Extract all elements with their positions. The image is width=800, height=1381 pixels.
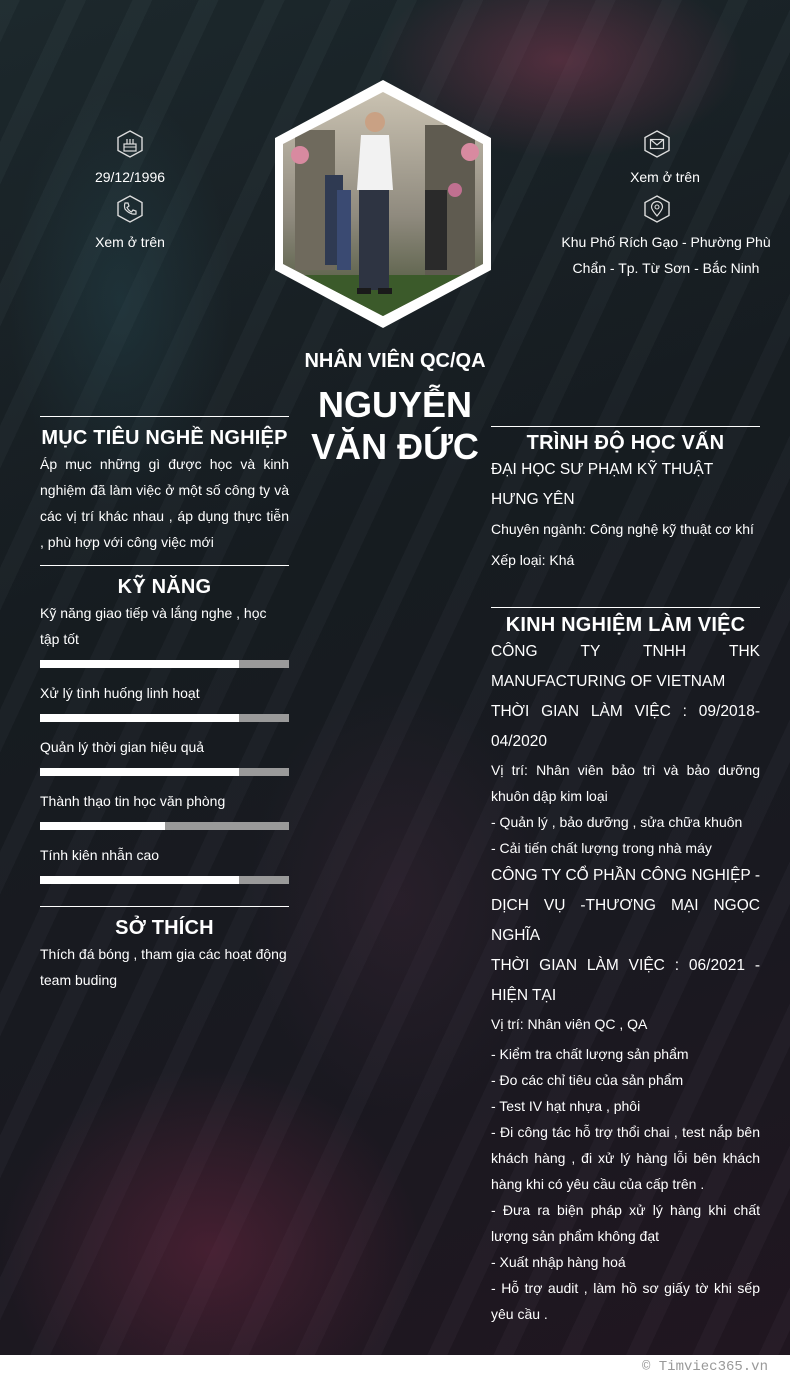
skill-bar bbox=[40, 660, 289, 668]
birthday-cake-icon bbox=[116, 130, 144, 158]
skill-label: Quản lý thời gian hiệu quả bbox=[40, 739, 205, 755]
job-task: - Kiểm tra chất lượng sản phẩm bbox=[491, 1046, 689, 1062]
skill-label: Tính kiên nhẫn cao bbox=[40, 847, 160, 863]
skill-bar bbox=[40, 822, 289, 830]
skills-title: KỸ NĂNG bbox=[117, 576, 212, 598]
job-task: - Cải tiến chất lượng trong nhà máy bbox=[491, 840, 712, 856]
skill-bar-fill bbox=[40, 660, 239, 668]
education-grade: Xếp loại: Khá bbox=[491, 552, 575, 568]
email-value: Xem ở trên bbox=[630, 169, 700, 185]
skill-bar-fill bbox=[40, 822, 165, 830]
job-position: NHÂN VIÊN QC/QA bbox=[304, 350, 486, 372]
job-task: - Test IV hạt nhựa , phôi bbox=[491, 1098, 641, 1114]
skill-bar bbox=[40, 768, 289, 776]
skill-label: Xử lý tình huống linh hoạt bbox=[40, 685, 200, 701]
skill-bar-fill bbox=[40, 768, 239, 776]
skill-bar-fill bbox=[40, 876, 239, 884]
envelope-icon bbox=[643, 130, 671, 158]
full-name bbox=[290, 384, 500, 468]
job-task: - Đưa ra biện pháp xử lý hàng khi chất lượng sản phẩm không đạt bbox=[491, 1202, 760, 1244]
hobbies-text: Thích đá bóng , tham gia các hoạt động team buding bbox=[40, 946, 287, 988]
date-of-birth: 29/12/1996 bbox=[94, 169, 166, 185]
full-name-line-1: NGUYỄN bbox=[317, 384, 473, 425]
skills-divider bbox=[40, 565, 289, 566]
experience-list bbox=[491, 637, 760, 1327]
experience-divider bbox=[491, 607, 760, 608]
job-task: - Đi công tác hỗ trợ thổi chai , test nắp bên khách hàng , đi xử lý hàng lỗi bên khách hàng khi có yêu cầu của cấp trên . bbox=[491, 1124, 760, 1192]
hobbies-divider bbox=[40, 906, 289, 907]
job-task: - Hỗ trợ audit , làm hồ sơ giấy tờ khi sếp yêu cầu . bbox=[491, 1280, 760, 1322]
objective-text: Áp mục những gì được học và kinh nghiệm đã làm việc ở một số công ty và các vị trí khác nhau , áp dụng thực tiễn , phù hợp với công việc mới bbox=[40, 456, 289, 550]
job-task: - Xuất nhập hàng hoá bbox=[491, 1254, 626, 1270]
objective-divider bbox=[40, 416, 289, 417]
job-role: Vị trí: Nhân viên QC , QA bbox=[491, 1016, 648, 1032]
phone-value: Xem ở trên bbox=[95, 234, 165, 250]
skill-bar bbox=[40, 714, 289, 722]
job-company: CÔNG TY TNHH THK MANUFACTURING OF VIETNAM bbox=[491, 643, 760, 690]
education-title: TRÌNH ĐỘ HỌC VẤN bbox=[526, 432, 725, 454]
full-name-line-2: VĂN ĐỨC bbox=[311, 426, 479, 467]
address-value: Khu Phố Rích Gạo - Phường Phù Chẩn - Tp. Từ Sơn - Bắc Ninh bbox=[561, 234, 771, 276]
skill-bar bbox=[40, 876, 289, 884]
skill-label: Thành thạo tin học văn phòng bbox=[40, 793, 226, 809]
footer-copyright[interactable]: © Timviec365.vn bbox=[641, 1359, 768, 1375]
objective-title: MỤC TIÊU NGHỀ NGHIỆP bbox=[41, 427, 288, 449]
job-task: - Quản lý , bảo dưỡng , sửa chữa khuôn bbox=[491, 814, 743, 830]
location-pin-icon bbox=[643, 195, 671, 223]
job-company: CÔNG TY CỔ PHẦN CÔNG NGHIỆP - DỊCH VỤ -THƯƠNG MẠI NGỌC NGHĨA bbox=[491, 867, 760, 944]
education-divider bbox=[491, 426, 760, 427]
avatar bbox=[275, 80, 491, 328]
education-school: ĐẠI HỌC SƯ PHẠM KỸ THUẬT HƯNG YÊN bbox=[491, 461, 713, 508]
skill-bar-fill bbox=[40, 714, 239, 722]
job-period: THỜI GIAN LÀM VIỆC : 06/2021 - HIỆN TẠI bbox=[491, 957, 760, 1004]
skill-label: Kỹ năng giao tiếp và lắng nghe , học tập tốt bbox=[40, 605, 267, 647]
footer bbox=[0, 1355, 800, 1381]
experience-title: KINH NGHIỆM LÀM VIỆC bbox=[505, 614, 746, 636]
education-major: Chuyên ngành: Công nghệ kỹ thuật cơ khí bbox=[491, 521, 754, 537]
hobbies-title: SỞ THÍCH bbox=[115, 917, 214, 939]
job-period: THỜI GIAN LÀM VIỆC : 09/2018-04/2020 bbox=[491, 703, 760, 750]
phone-icon bbox=[116, 195, 144, 223]
job-task: - Đo các chỉ tiêu của sản phẩm bbox=[491, 1072, 684, 1088]
job-role: Vị trí: Nhân viên bảo trì và bảo dưỡng khuôn dập kim loại bbox=[491, 762, 760, 804]
